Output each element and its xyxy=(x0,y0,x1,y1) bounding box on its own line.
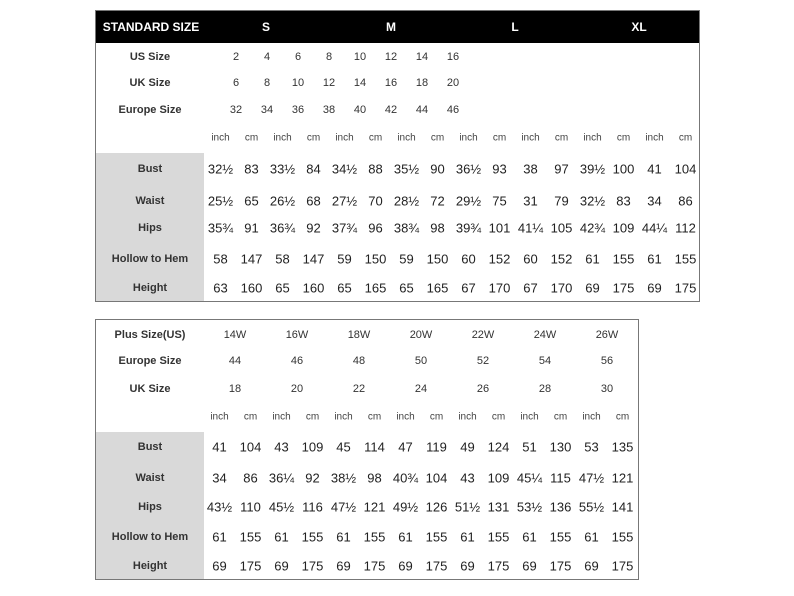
unit-cell: cm xyxy=(553,411,568,423)
measurement-row-label: Bust xyxy=(137,441,163,453)
measurement-cell: 175 xyxy=(612,280,635,296)
measurement-cell: 135 xyxy=(611,439,634,455)
measurement-cell: 83 xyxy=(616,193,631,209)
measurement-cell: 45½ xyxy=(268,499,295,515)
measurement-cell: 38¾ xyxy=(393,220,420,236)
measurement-cell: 147 xyxy=(240,251,263,267)
unit-cell: cm xyxy=(429,411,444,423)
measurement-cell: 175 xyxy=(363,558,386,574)
measurement-row-label: Waist xyxy=(135,472,165,484)
measurement-cell: 69 xyxy=(274,558,289,574)
size-cell: 32 xyxy=(229,104,243,116)
measurement-row-label: Hollow to Hem xyxy=(111,253,189,265)
measurement-cell: 61 xyxy=(584,529,599,545)
measurement-cell: 61 xyxy=(647,251,662,267)
size-row-label: Europe Size xyxy=(118,104,182,116)
measurement-cell: 109 xyxy=(612,220,635,236)
unit-cell: cm xyxy=(430,132,445,144)
measurement-cell: 116 xyxy=(302,499,323,515)
unit-cell: inch xyxy=(459,132,478,144)
measurement-cell: 58 xyxy=(213,251,228,267)
measurement-cell: 69 xyxy=(584,558,599,574)
measurement-cell: 92 xyxy=(305,470,320,486)
size-cell: 46 xyxy=(446,104,460,116)
measurement-cell: 55½ xyxy=(578,499,605,515)
measurement-cell: 41¼ xyxy=(517,220,544,236)
measurement-cell: 72 xyxy=(430,193,445,209)
measurement-cell: 126 xyxy=(425,499,448,515)
measurement-cell: 65 xyxy=(275,280,290,296)
measurement-cell: 58 xyxy=(275,251,290,267)
size-row-label: US Size xyxy=(129,51,171,63)
measurement-cell: 43 xyxy=(460,470,475,486)
unit-cell: cm xyxy=(305,411,320,423)
size-cell: 54 xyxy=(538,355,552,367)
measurement-row-label: Hollow to Hem xyxy=(111,531,189,543)
measurement-cell: 60 xyxy=(523,251,538,267)
measurement-cell: 47½ xyxy=(578,470,605,486)
size-cell: 6 xyxy=(232,77,240,89)
measurement-cell: 79 xyxy=(554,193,569,209)
measurement-cell: 61 xyxy=(585,251,600,267)
measurement-cell: 53 xyxy=(584,439,599,455)
measurement-cell: 101 xyxy=(488,220,511,236)
measurement-cell: 104 xyxy=(425,470,448,486)
size-cell: 4 xyxy=(263,51,271,63)
measurement-row-label: Bust xyxy=(137,163,163,175)
plus-size-chart xyxy=(95,319,639,580)
measurement-cell: 150 xyxy=(426,251,449,267)
size-cell: 26W xyxy=(595,329,619,341)
size-row-label: UK Size xyxy=(129,383,171,395)
size-cell: 26 xyxy=(476,383,490,395)
unit-cell: inch xyxy=(582,411,601,423)
measurement-cell: 114 xyxy=(364,439,385,455)
size-cell: 46 xyxy=(290,355,304,367)
size-cell: 48 xyxy=(352,355,366,367)
size-cell: 16W xyxy=(285,329,309,341)
measurement-cell: 39½ xyxy=(579,161,606,177)
measurement-cell: 112 xyxy=(675,220,696,236)
measurement-cell: 67 xyxy=(523,280,538,296)
measurement-cell: 155 xyxy=(425,529,448,545)
unit-cell: inch xyxy=(645,132,664,144)
measurement-row-label: Height xyxy=(132,282,168,294)
measurement-cell: 155 xyxy=(239,529,262,545)
header-size-xl: XL xyxy=(631,20,647,34)
measurement-cell: 100 xyxy=(612,161,635,177)
measurement-cell: 35¾ xyxy=(207,220,234,236)
size-cell: 50 xyxy=(414,355,428,367)
measurement-cell: 43½ xyxy=(206,499,233,515)
size-cell: 18W xyxy=(347,329,371,341)
measurement-cell: 152 xyxy=(488,251,511,267)
size-cell: 22W xyxy=(471,329,495,341)
unit-cell: inch xyxy=(272,411,291,423)
measurement-cell: 60 xyxy=(461,251,476,267)
header-size-s: S xyxy=(261,20,271,34)
measurement-cell: 69 xyxy=(398,558,413,574)
unit-cell: cm xyxy=(678,132,693,144)
measurement-cell: 170 xyxy=(488,280,511,296)
measurement-cell: 69 xyxy=(336,558,351,574)
measurement-cell: 65 xyxy=(399,280,414,296)
measurement-cell: 31 xyxy=(523,193,538,209)
measurement-cell: 150 xyxy=(364,251,387,267)
measurement-cell: 165 xyxy=(426,280,449,296)
measurement-cell: 65 xyxy=(244,193,259,209)
measurement-cell: 96 xyxy=(368,220,383,236)
header-size-l: L xyxy=(511,20,519,34)
measurement-cell: 165 xyxy=(364,280,387,296)
unit-cell: cm xyxy=(554,132,569,144)
standard-size-title: STANDARD SIZE xyxy=(102,20,200,34)
measurement-cell: 47½ xyxy=(330,499,357,515)
measurement-cell: 36½ xyxy=(455,161,482,177)
size-cell: 2 xyxy=(232,51,240,63)
measurement-cell: 61 xyxy=(336,529,351,545)
size-cell: 12 xyxy=(322,77,336,89)
measurement-cell: 104 xyxy=(239,439,262,455)
measurement-cell: 91 xyxy=(244,220,259,236)
size-cell: 10 xyxy=(291,77,305,89)
measurement-cell: 175 xyxy=(239,558,262,574)
measurement-cell: 44¼ xyxy=(641,220,668,236)
measurement-cell: 109 xyxy=(301,439,324,455)
measurement-cell: 51 xyxy=(522,439,537,455)
measurement-cell: 110 xyxy=(240,499,261,515)
size-cell: 30 xyxy=(600,383,614,395)
standard-size-header xyxy=(96,11,699,43)
measurement-cell: 152 xyxy=(550,251,573,267)
measurement-cell: 28½ xyxy=(393,193,420,209)
measurement-cell: 124 xyxy=(487,439,510,455)
measurement-cell: 70 xyxy=(368,193,383,209)
size-cell: 42 xyxy=(384,104,398,116)
measurement-cell: 69 xyxy=(647,280,662,296)
measurement-cell: 69 xyxy=(522,558,537,574)
measurement-cell: 155 xyxy=(487,529,510,545)
measurement-cell: 34½ xyxy=(331,161,358,177)
measurement-cell: 155 xyxy=(612,251,635,267)
measurement-cell: 69 xyxy=(212,558,227,574)
unit-cell: inch xyxy=(458,411,477,423)
measurement-cell: 43 xyxy=(274,439,289,455)
measurement-cell: 42¾ xyxy=(579,220,606,236)
measurement-cell: 37¾ xyxy=(331,220,358,236)
measurement-cell: 155 xyxy=(674,251,697,267)
size-cell: 8 xyxy=(325,51,333,63)
measurement-cell: 175 xyxy=(301,558,324,574)
measurement-cell: 93 xyxy=(492,161,507,177)
unit-cell: cm xyxy=(616,132,631,144)
measurement-cell: 141 xyxy=(611,499,634,515)
measurement-cell: 175 xyxy=(611,558,634,574)
measurement-row-label: Height xyxy=(132,560,168,572)
size-cell: 24W xyxy=(533,329,557,341)
measurement-cell: 121 xyxy=(363,499,386,515)
measurement-cell: 84 xyxy=(306,161,321,177)
size-cell: 44 xyxy=(228,355,242,367)
measurement-row-label: Hips xyxy=(138,501,162,513)
measurement-cell: 34 xyxy=(647,193,662,209)
measurement-cell: 63 xyxy=(213,280,228,296)
size-cell: 18 xyxy=(415,77,429,89)
measurement-cell: 68 xyxy=(306,193,321,209)
measurement-cell: 36¾ xyxy=(269,220,296,236)
measurement-cell: 131 xyxy=(487,499,510,515)
measurement-cell: 35½ xyxy=(393,161,420,177)
measurement-cell: 130 xyxy=(549,439,572,455)
size-row-label: Europe Size xyxy=(118,355,182,367)
measurement-row-label: Hips xyxy=(138,222,162,234)
measurement-cell: 32½ xyxy=(579,193,606,209)
measurement-cell: 88 xyxy=(368,161,383,177)
measurement-cell: 83 xyxy=(244,161,259,177)
unit-cell: inch xyxy=(397,132,416,144)
size-cell: 28 xyxy=(538,383,552,395)
header-size-m: M xyxy=(386,20,396,34)
unit-cell: cm xyxy=(615,411,630,423)
measurement-cell: 61 xyxy=(274,529,289,545)
unit-cell: cm xyxy=(367,411,382,423)
size-row-label: Plus Size(US) xyxy=(114,329,186,341)
measurement-cell: 61 xyxy=(398,529,413,545)
size-cell: 36 xyxy=(291,104,305,116)
measurement-cell: 98 xyxy=(367,470,382,486)
measurement-cell: 53½ xyxy=(516,499,543,515)
measurement-cell: 104 xyxy=(674,161,697,177)
measurement-cell: 155 xyxy=(301,529,324,545)
size-cell: 16 xyxy=(446,51,460,63)
unit-cell: inch xyxy=(583,132,602,144)
unit-cell: inch xyxy=(521,132,540,144)
size-cell: 18 xyxy=(228,383,242,395)
measurement-cell: 59 xyxy=(337,251,352,267)
measurement-cell: 29½ xyxy=(455,193,482,209)
measurement-cell: 155 xyxy=(363,529,386,545)
measurement-cell: 69 xyxy=(585,280,600,296)
measurement-cell: 32½ xyxy=(207,161,234,177)
measurement-cell: 34 xyxy=(212,470,227,486)
size-cell: 44 xyxy=(415,104,429,116)
unit-cell: inch xyxy=(211,132,230,144)
size-row-label: UK Size xyxy=(129,77,171,89)
measurement-cell: 38 xyxy=(523,161,538,177)
measurement-cell: 170 xyxy=(550,280,573,296)
size-cell: 56 xyxy=(600,355,614,367)
unit-cell: cm xyxy=(243,411,258,423)
size-cell: 20 xyxy=(290,383,304,395)
size-cell: 8 xyxy=(263,77,271,89)
measurement-cell: 61 xyxy=(522,529,537,545)
measurement-cell: 36¼ xyxy=(268,470,295,486)
measurement-cell: 75 xyxy=(492,193,507,209)
measurement-cell: 45 xyxy=(336,439,351,455)
size-cell: 24 xyxy=(414,383,428,395)
measurement-cell: 39¾ xyxy=(455,220,482,236)
measurement-cell: 33½ xyxy=(269,161,296,177)
measurement-cell: 49½ xyxy=(392,499,419,515)
unit-cell: cm xyxy=(244,132,259,144)
measurement-cell: 90 xyxy=(430,161,445,177)
measurement-cell: 155 xyxy=(549,529,572,545)
unit-cell: cm xyxy=(491,411,506,423)
measurement-cell: 109 xyxy=(487,470,510,486)
size-cell: 14 xyxy=(415,51,429,63)
size-cell: 14W xyxy=(223,329,247,341)
measurement-cell: 45¼ xyxy=(516,470,543,486)
measurement-cell: 160 xyxy=(240,280,263,296)
measurement-cell: 25½ xyxy=(207,193,234,209)
measurement-cell: 41 xyxy=(647,161,662,177)
unit-cell: inch xyxy=(396,411,415,423)
size-cell: 12 xyxy=(384,51,398,63)
size-cell: 16 xyxy=(384,77,398,89)
size-cell: 20 xyxy=(446,77,460,89)
measurement-cell: 61 xyxy=(212,529,227,545)
unit-cell: cm xyxy=(368,132,383,144)
measurement-cell: 175 xyxy=(674,280,697,296)
size-cell: 34 xyxy=(260,104,274,116)
size-cell: 14 xyxy=(353,77,367,89)
unit-cell: cm xyxy=(306,132,321,144)
standard-size-chart xyxy=(95,10,700,302)
measurement-cell: 41 xyxy=(212,439,227,455)
measurement-cell: 47 xyxy=(398,439,413,455)
measurement-cell: 27½ xyxy=(331,193,358,209)
measurement-cell: 105 xyxy=(550,220,573,236)
measurement-cell: 49 xyxy=(460,439,475,455)
measurement-cell: 65 xyxy=(337,280,352,296)
measurement-row-label: Waist xyxy=(135,195,165,207)
measurement-cell: 86 xyxy=(243,470,258,486)
measurement-cell: 51½ xyxy=(454,499,481,515)
measurement-cell: 92 xyxy=(306,220,321,236)
measurement-cell: 61 xyxy=(460,529,475,545)
measurement-cell: 38½ xyxy=(330,470,357,486)
unit-cell: inch xyxy=(273,132,292,144)
size-cell: 40 xyxy=(353,104,367,116)
measurement-cell: 59 xyxy=(399,251,414,267)
measurement-cell: 160 xyxy=(302,280,325,296)
measurement-cell: 97 xyxy=(554,161,569,177)
size-cell: 6 xyxy=(294,51,302,63)
measurement-cell: 26½ xyxy=(269,193,296,209)
measurement-cell: 175 xyxy=(487,558,510,574)
size-cell: 52 xyxy=(476,355,490,367)
measurement-cell: 67 xyxy=(461,280,476,296)
measurement-cell: 136 xyxy=(549,499,572,515)
size-cell: 20W xyxy=(409,329,433,341)
measurement-cell: 69 xyxy=(460,558,475,574)
measurement-cell: 175 xyxy=(425,558,448,574)
unit-cell: inch xyxy=(334,411,353,423)
unit-cell: inch xyxy=(210,411,229,423)
unit-cell: inch xyxy=(520,411,539,423)
measurement-cell: 115 xyxy=(550,470,571,486)
unit-cell: cm xyxy=(492,132,507,144)
measurement-cell: 119 xyxy=(426,439,447,455)
measurement-cell: 86 xyxy=(678,193,693,209)
size-cell: 38 xyxy=(322,104,336,116)
size-cell: 10 xyxy=(353,51,367,63)
size-cell: 22 xyxy=(352,383,366,395)
measurement-cell: 98 xyxy=(430,220,445,236)
measurement-cell: 155 xyxy=(611,529,634,545)
measurement-cell: 40¾ xyxy=(392,470,419,486)
measurement-cell: 147 xyxy=(302,251,325,267)
measurement-cell: 121 xyxy=(611,470,634,486)
unit-cell: inch xyxy=(335,132,354,144)
measurement-cell: 175 xyxy=(549,558,572,574)
